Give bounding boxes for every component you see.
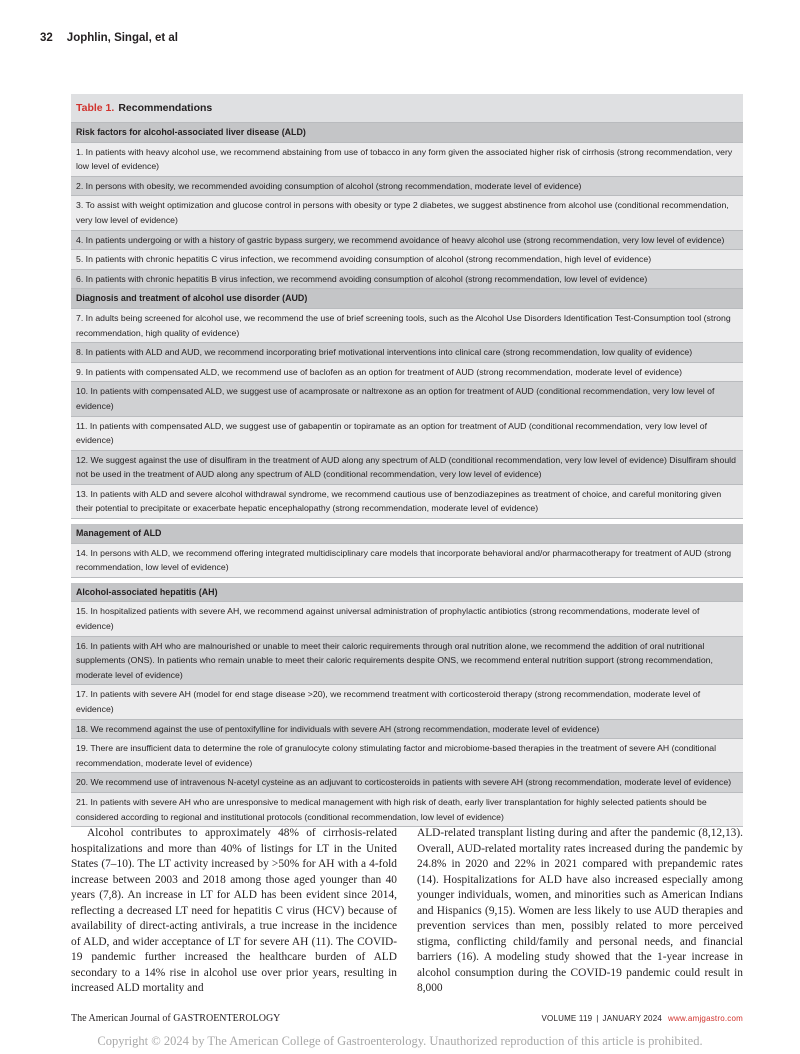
- table-row: 1. In patients with heavy alcohol use, we recommend abstaining from use of tobacco in any form given the associated higher risk of cirrhosis (strong recommendation, very low level of evidence): [71, 143, 743, 177]
- table-row: 14. In persons with ALD, we recommend offering integrated multidisciplinary care models that incorporate behavioral and/or pharmacotherapy for treatment of AUD (strong recommendation, low level of evidence): [71, 544, 743, 578]
- table-row: 16. In patients with AH who are malnourished or unable to meet their caloric requirements through oral nutrition alone, we recommend the addition of oral nutritional supplements (ONS). In patients who remain unable to meet their caloric requirements despite ONS, we recommend enteral nutrition support (strong recommendation, moderate level of evidence): [71, 637, 743, 686]
- table-row: 15. In hospitalized patients with severe AH, we recommend against universal administration of prophylactic antibiotics (strong recommendations, moderate level of evidence): [71, 602, 743, 636]
- volume: VOLUME 119: [541, 1014, 593, 1023]
- table-title-text: Recommendations: [118, 102, 213, 114]
- journal-url-link[interactable]: www.amjgastro.com: [668, 1014, 743, 1023]
- table-row: 4. In patients undergoing or with a history of gastric bypass surgery, we recommend avoidance of heavy alcohol use (strong recommendation, very low level of evidence): [71, 231, 743, 251]
- table-row: 17. In patients with severe AH (model for end stage disease >20), we recommend treatment with corticosteroid therapy (strong recommendation, moderate level of evidence): [71, 685, 743, 719]
- recommendations-table: [71, 94, 743, 827]
- section-heading: Alcohol-associated hepatitis (AH): [71, 583, 743, 603]
- table-row: 13. In patients with ALD and severe alcohol withdrawal syndrome, we recommend cautious use of benzodiazepines as treatment of choice, and careful monitoring given their potential to precipitate or exacerbate hepatic encephalopathy (strong recommendation, moderate level of evidence): [71, 485, 743, 519]
- body-paragraph-left: Alcohol contributes to approximately 48% of cirrhosis-related hospitalizations and more than 40% of listings for LT in the United States (7–10). The LT activity increased by >50% for AH with a 4-fold increase between 2003 and 2018 among those aged younger than 40 years (7,8). An increase in LT for ALD has been evident since 2014, reflecting a decreased LT need for hepatitis C virus (HCV) because of availability of direct-acting antivirals, a true increase in the incidence of ALD, and wider acceptance of LT for severe AH (11). The COVID-19 pandemic further increased the healthcare burden of ALD secondary to a 14% rise in alcohol use over prior years, resulting in increased ALD mortality and: [71, 827, 397, 995]
- section-heading: Risk factors for alcohol-associated liver disease (ALD): [71, 123, 743, 143]
- copyright-notice: Copyright © 2024 by The American College of Gastroenterology. Unauthorized reproduction of this article is prohibited.: [97, 1034, 703, 1048]
- table-row: 21. In patients with severe AH who are unresponsive to medical management with high risk of death, early liver transplantation for highly selected patients should be considered according to regional and institutional protocols (conditional recommendation, low level of evidence): [71, 793, 743, 827]
- table-row: 20. We recommend use of intravenous N-acetyl cysteine as an adjuvant to corticosteroids in patients with severe AH (strong recommendation, moderate level of evidence): [71, 773, 743, 793]
- footer-separator: |: [596, 1014, 599, 1023]
- issue-footer: [541, 1014, 743, 1023]
- journal-prefix: The American Journal of: [71, 1013, 171, 1024]
- table-row: 6. In patients with chronic hepatitis B virus infection, we recommend avoiding consumption of alcohol (strong recommendation, low level of evidence): [71, 270, 743, 290]
- table-row: 2. In persons with obesity, we recommended avoiding consumption of alcohol (strong recommendation, moderate level of evidence): [71, 177, 743, 197]
- issue-date: JANUARY 2024: [602, 1014, 663, 1023]
- table-row: 9. In patients with compensated ALD, we recommend use of baclofen as an option for treatment of AUD (strong recommendation, moderate level of evidence): [71, 363, 743, 383]
- body-paragraph-right: ALD-related transplant listing during and after the pandemic (8,12,13). Overall, AUD-related mortality rates increased during the pandemic by 24.8% in 2020 and 22% in 2021 compared with prepandemic rates (14). Hospitalizations for ALD have also increased especially among younger individuals, women, and minorities such as American Indians and Hispanics (9,15). Women are less likely to use AUD therapies and prevention services than men, possibly related to more perceived stigma, conflicting child/family and personal needs, and financial barriers (16). A modeling study showed that the 1-year increase in alcohol consumption during the COVID-19 pandemic could result in 8,000: [417, 827, 743, 995]
- table-row: 8. In patients with ALD and AUD, we recommend incorporating brief motivational interventions into clinical care (strong recommendation, low quality of evidence): [71, 343, 743, 363]
- page-number: 32: [40, 32, 53, 44]
- table-row: 12. We suggest against the use of disulfiram in the treatment of AUD along any spectrum of ALD (conditional recommendation, very low level of evidence) Disulfiram should not be used in the treatment of AUD along any spectrum of ALD (conditional recommendation, very low level of evidence): [71, 451, 743, 485]
- table-row: 10. In patients with compensated ALD, we suggest use of acamprosate or naltrexone as an option for treatment of AUD (conditional recommendation, very low level of evidence): [71, 382, 743, 416]
- journal-footer: [71, 1013, 280, 1024]
- table-row: 11. In patients with compensated ALD, we suggest use of gabapentin or topiramate as an option for treatment of AUD (conditional recommendation, very low level of evidence): [71, 417, 743, 451]
- journal-name: GASTROENTEROLOGY: [173, 1013, 281, 1024]
- table-row: 18. We recommend against the use of pentoxifylline for individuals with severe AH (strong recommendation, moderate level of evidence): [71, 720, 743, 740]
- running-head-authors: Jophlin, Singal, et al: [66, 32, 178, 44]
- section-heading: Management of ALD: [71, 524, 743, 544]
- table-number: Table 1.: [76, 102, 115, 114]
- table-row: 19. There are insufficient data to determine the role of granulocyte colony stimulating factor and microbiome-based therapies in the treatment of severe AH (conditional recommendation, moderate level of evidence): [71, 739, 743, 773]
- table-row: 7. In adults being screened for alcohol use, we recommend the use of brief screening tools, such as the Alcohol Use Disorders Identification Test-Consumption tool (strong recommendation, high quality of evidence): [71, 309, 743, 343]
- table-row: 3. To assist with weight optimization and glucose control in persons with obesity or type 2 diabetes, we suggest abstinence from alcohol use (conditional recommendation, very low level of evidence): [71, 196, 743, 230]
- page-header: [40, 32, 178, 44]
- table-title: [71, 94, 743, 123]
- table-row: 5. In patients with chronic hepatitis C virus infection, we recommend avoiding consumption of alcohol (strong recommendation, high level of evidence): [71, 250, 743, 270]
- section-heading: Diagnosis and treatment of alcohol use disorder (AUD): [71, 289, 743, 309]
